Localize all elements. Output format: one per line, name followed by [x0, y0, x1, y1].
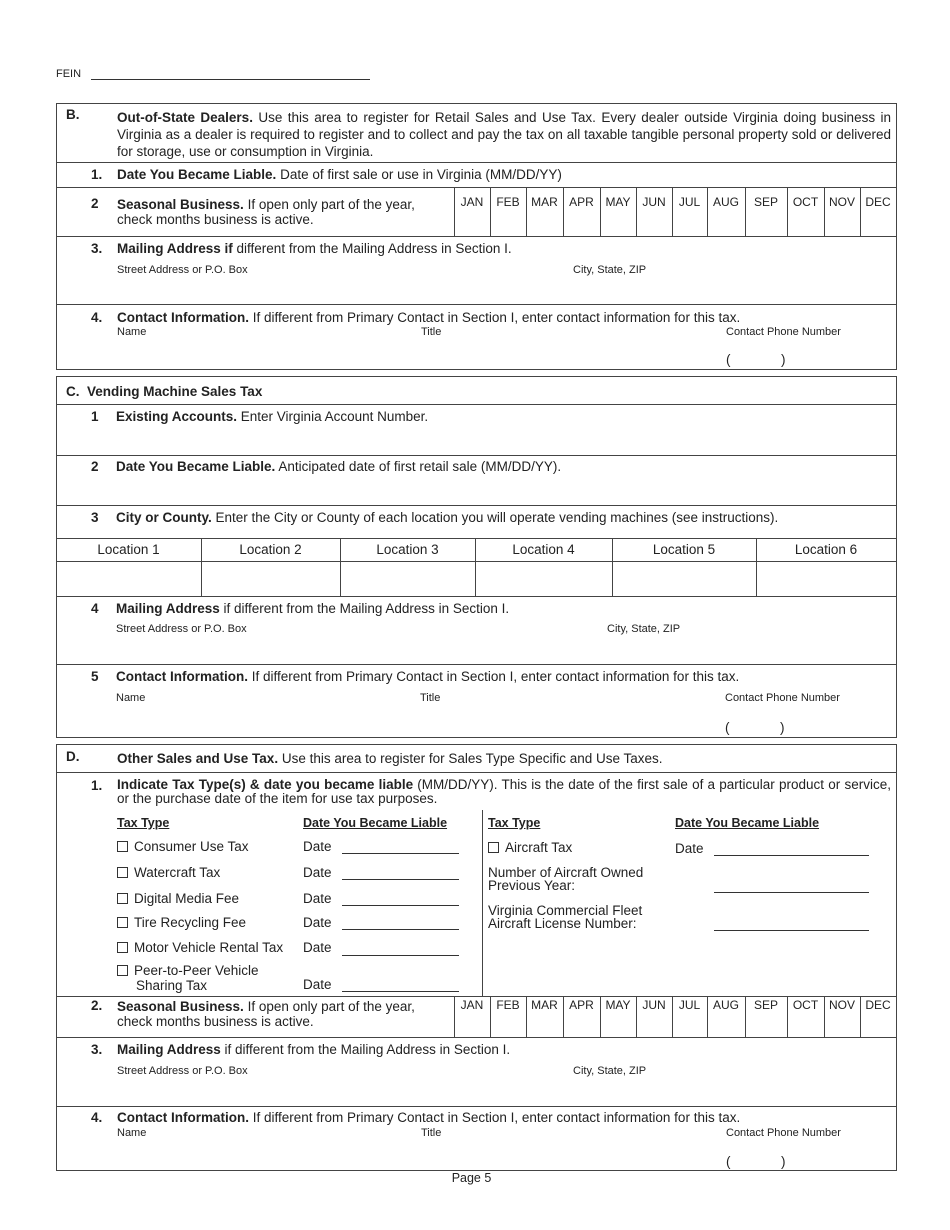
- b-item-4-label: Contact Information. If different from Primary Contact in Section I, enter contact information for this tax.: [117, 310, 741, 325]
- b-month-aug[interactable]: AUG: [712, 195, 739, 209]
- b-item-1-label: Date You Became Liable. Date of first sale or use in Virginia (MM/DD/YY): [117, 167, 562, 182]
- c-item-3-label: City or County. Enter the City or County of each location you will operate vending machines (see instructions).: [116, 510, 779, 525]
- c-name-label: Name: [116, 692, 146, 704]
- b-month-dec[interactable]: DEC: [865, 195, 891, 209]
- consumer-use-date-field[interactable]: [342, 853, 459, 854]
- d-phone-label: Contact Phone Number: [726, 1127, 841, 1139]
- d-month-apr[interactable]: APR: [569, 998, 594, 1012]
- location-4-field[interactable]: [476, 562, 612, 596]
- location-3-field[interactable]: [341, 562, 475, 596]
- b-phone-label: Contact Phone Number: [726, 326, 841, 338]
- location-6-field[interactable]: [757, 562, 896, 596]
- location-5-label: Location 5: [652, 542, 716, 557]
- d-item-1-num: 1.: [91, 778, 103, 793]
- b-month-oct[interactable]: OCT: [792, 195, 819, 209]
- c-item-5-num: 5: [91, 669, 99, 684]
- tire-recycling-date-label: Date: [303, 915, 332, 930]
- b-item-1-num: 1.: [91, 167, 103, 182]
- c-street-label: Street Address or P.O. Box: [116, 623, 247, 635]
- motor-vehicle-date-label: Date: [303, 940, 332, 955]
- digital-media-date-label: Date: [303, 891, 332, 906]
- b-item-3-label: Mailing Address if different from the Mailing Address in Section I.: [117, 241, 512, 256]
- b-month-jul[interactable]: JUL: [678, 195, 701, 209]
- d-right-col-tax-type: Tax Type: [488, 816, 541, 830]
- d-phone-open: (: [726, 1154, 731, 1169]
- peer-to-peer-tax-checkbox[interactable]: Peer-to-Peer Vehicle Sharing Tax: [117, 963, 259, 993]
- c-item-4-label: Mailing Address if different from the Mailing Address in Section I.: [116, 601, 510, 616]
- d-item-3-label: Mailing Address if different from the Mailing Address in Section I.: [117, 1042, 511, 1057]
- section-c-heading: C. Vending Machine Sales Tax: [66, 384, 263, 399]
- d-left-col-date: Date You Became Liable: [303, 816, 448, 830]
- aircraft-date-field[interactable]: [714, 855, 869, 856]
- b-item-4-num: 4.: [91, 310, 103, 325]
- location-5-field[interactable]: [613, 562, 756, 596]
- d-month-jul[interactable]: JUL: [678, 998, 701, 1012]
- d-title-label: Title: [421, 1127, 442, 1139]
- location-3-label: Location 3: [376, 542, 439, 557]
- fleet-license-label: Virginia Commercial Fleet Aircraft License Number:: [488, 903, 643, 931]
- b-month-nov[interactable]: NOV: [828, 195, 855, 209]
- b-month-feb[interactable]: FEB: [496, 195, 520, 209]
- c-item-2-label: Date You Became Liable. Anticipated date of first retail sale (MM/DD/YY).: [116, 459, 562, 474]
- digital-media-date-field[interactable]: [342, 905, 459, 906]
- d-month-aug[interactable]: AUG: [712, 998, 739, 1012]
- tire-recycling-fee-checkbox[interactable]: Tire Recycling Fee: [117, 915, 246, 930]
- watercraft-tax-checkbox[interactable]: Watercraft Tax: [117, 865, 220, 880]
- location-1-field[interactable]: [57, 562, 201, 596]
- b-name-label: Name: [117, 326, 147, 338]
- watercraft-date-label: Date: [303, 865, 332, 880]
- d-item-2-label: Seasonal Business. If open only part of the year, check months business is active.: [117, 999, 415, 1029]
- fein-label: FEIN: [56, 68, 82, 80]
- b-item-2-num: 2: [91, 196, 99, 211]
- aircraft-owned-field[interactable]: [714, 892, 869, 893]
- section-d-heading: Other Sales and Use Tax. Use this area to register for Sales Type Specific and Use Taxes.: [117, 751, 663, 766]
- fleet-license-field[interactable]: [714, 930, 869, 931]
- b-month-jun[interactable]: JUN: [642, 195, 666, 209]
- aircraft-owned-label: Number of Aircraft Owned Previous Year:: [488, 865, 644, 893]
- d-item-3-num: 3.: [91, 1042, 103, 1057]
- b-month-jan[interactable]: JAN: [460, 195, 484, 209]
- d-month-may[interactable]: MAY: [605, 998, 631, 1012]
- c-item-1-num: 1: [91, 409, 99, 424]
- location-6-label: Location 6: [794, 542, 858, 557]
- b-month-mar[interactable]: MAR: [531, 195, 558, 209]
- b-month-apr[interactable]: APR: [569, 195, 594, 209]
- b-phone-close: ): [781, 352, 786, 367]
- aircraft-tax-checkbox[interactable]: Aircraft Tax: [488, 840, 572, 855]
- b-item-2-label: Seasonal Business. If open only part of the year, check months business is active.: [117, 197, 415, 227]
- motor-vehicle-rental-tax-checkbox[interactable]: Motor Vehicle Rental Tax: [117, 940, 283, 955]
- b-item-3-num: 3.: [91, 241, 103, 256]
- d-month-mar[interactable]: MAR: [531, 998, 558, 1012]
- d-month-dec[interactable]: DEC: [865, 998, 891, 1012]
- watercraft-date-field[interactable]: [342, 879, 459, 880]
- page-number: Page 5: [451, 1171, 492, 1185]
- c-item-1-label: Existing Accounts. Enter Virginia Account Number.: [116, 409, 429, 424]
- d-left-col-tax-type: Tax Type: [117, 816, 170, 830]
- d-city-label: City, State, ZIP: [573, 1065, 647, 1077]
- fein-field[interactable]: [91, 79, 370, 80]
- c-item-3-num: 3: [91, 510, 99, 525]
- consumer-use-tax-checkbox[interactable]: Consumer Use Tax: [117, 839, 249, 854]
- c-phone-open: (: [725, 720, 730, 735]
- b-street-label: Street Address or P.O. Box: [117, 264, 248, 276]
- section-b-heading: Out-of-State Dealers. Use this area to register for Retail Sales and Use Tax. Every dealer outside Virginia doing business in Virginia as a dealer is required to register and to collect and pay the tax on all taxable tangible personal property sold or delivered for storage, use or consumption in Virginia.: [117, 110, 892, 159]
- location-2-field[interactable]: [202, 562, 340, 596]
- b-phone-open: (: [726, 352, 731, 367]
- c-city-label: City, State, ZIP: [607, 623, 681, 635]
- location-2-label: Location 2: [239, 542, 302, 557]
- d-right-col-date: Date You Became Liable: [675, 816, 820, 830]
- d-month-jan[interactable]: JAN: [460, 998, 484, 1012]
- aircraft-date-label: Date: [675, 841, 704, 856]
- location-4-label: Location 4: [512, 542, 575, 557]
- d-item-4-num: 4.: [91, 1110, 103, 1125]
- d-name-label: Name: [117, 1127, 147, 1139]
- c-title-label: Title: [420, 692, 441, 704]
- c-phone-label: Contact Phone Number: [725, 692, 840, 704]
- d-month-oct[interactable]: OCT: [792, 998, 819, 1012]
- d-street-label: Street Address or P.O. Box: [117, 1065, 248, 1077]
- b-city-label: City, State, ZIP: [573, 264, 647, 276]
- c-item-4-num: 4: [91, 601, 99, 616]
- location-1-label: Location 1: [97, 542, 160, 557]
- motor-vehicle-date-field[interactable]: [342, 955, 459, 956]
- d-month-sep[interactable]: SEP: [753, 998, 778, 1012]
- c-item-5-label: Contact Information. If different from Primary Contact in Section I, enter contact information for this tax.: [116, 669, 740, 684]
- d-month-jun[interactable]: JUN: [642, 998, 666, 1012]
- d-month-nov[interactable]: NOV: [828, 998, 855, 1012]
- d-item-2-num: 2.: [91, 998, 103, 1013]
- consumer-use-date-label: Date: [303, 839, 332, 854]
- b-month-sep[interactable]: SEP: [753, 195, 778, 209]
- d-months-row: [0, 996, 950, 1037]
- d-item-1-label: Indicate Tax Type(s) & date you became liable (MM/DD/YY). This is the date of the first sale of a particular product or service, or the purchase date of the item for use tax purposes.: [117, 777, 891, 806]
- peer-to-peer-date-label: Date: [303, 977, 332, 992]
- b-title-label: Title: [421, 326, 442, 338]
- tire-recycling-date-field[interactable]: [342, 929, 459, 930]
- b-month-may[interactable]: MAY: [605, 195, 631, 209]
- d-phone-close: ): [781, 1154, 786, 1169]
- c-item-2-num: 2: [91, 459, 99, 474]
- section-b-letter: B.: [66, 107, 80, 122]
- d-item-4-label: Contact Information. If different from Primary Contact in Section I, enter contact information for this tax.: [117, 1110, 741, 1125]
- d-month-feb[interactable]: FEB: [496, 998, 520, 1012]
- section-d-letter: D.: [66, 749, 80, 764]
- digital-media-fee-checkbox[interactable]: Digital Media Fee: [117, 891, 239, 906]
- c-phone-close: ): [780, 720, 785, 735]
- b-months-row: [0, 187, 950, 236]
- peer-to-peer-date-field[interactable]: [342, 991, 459, 992]
